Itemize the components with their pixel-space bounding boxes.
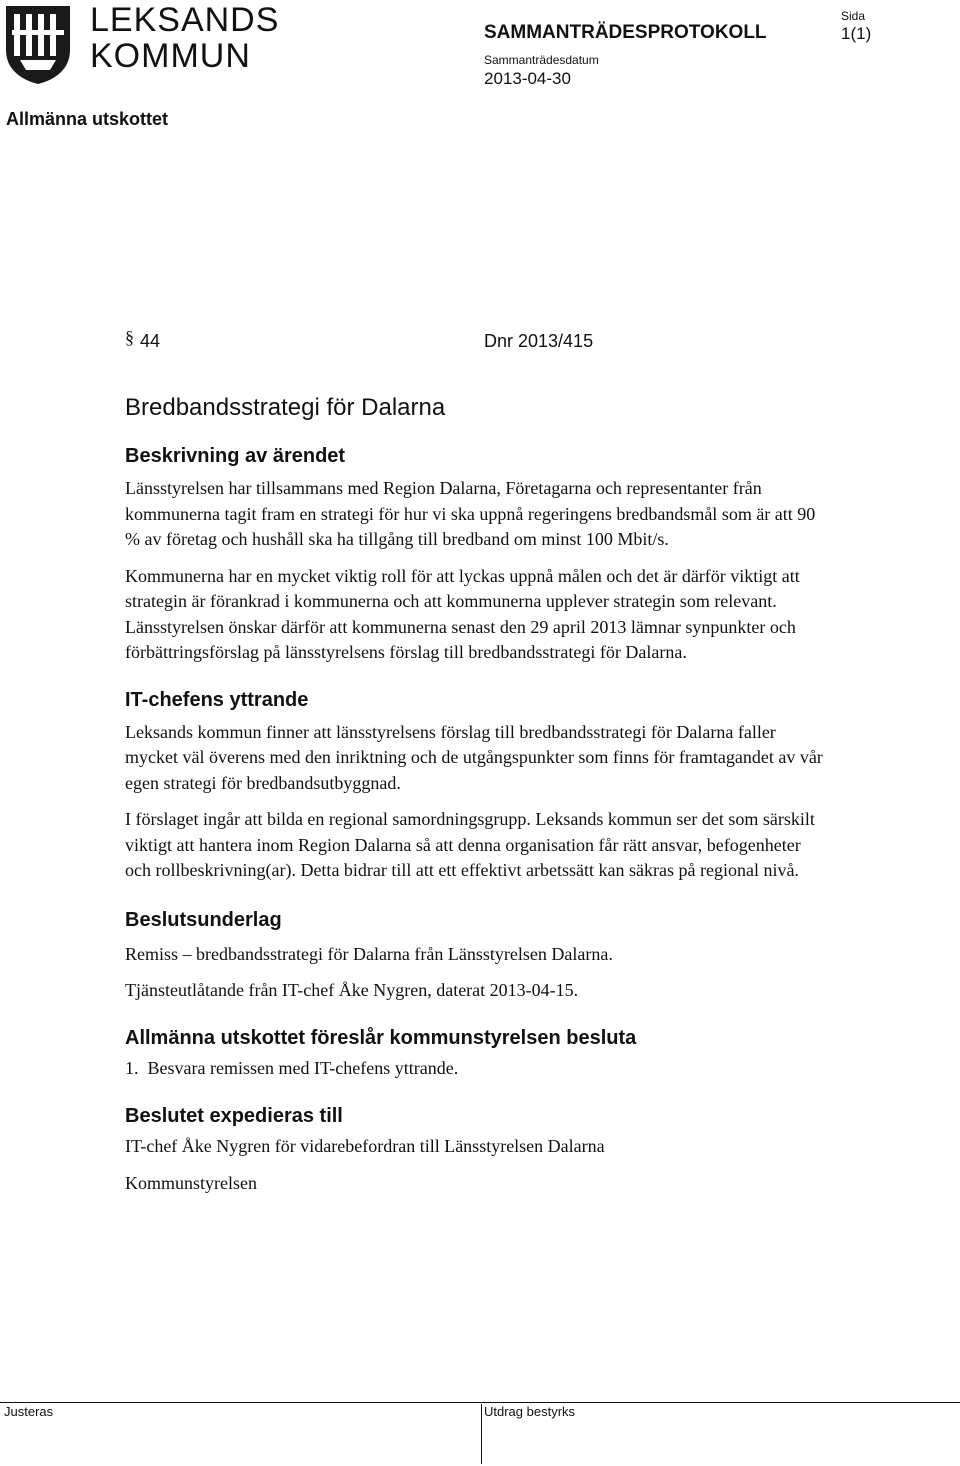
footer-justeras-label: Justeras [4,1404,54,1419]
document-body [125,393,825,1196]
committee-name: Allmänna utskottet [6,109,169,129]
heading-proposal: Allmänna utskottet föreslår kommunstyrelsen besluta [125,1026,637,1049]
logo-line-2: KOMMUN [90,37,251,75]
page-number: 1(1) [841,24,872,43]
case-number: 44 [140,331,161,351]
heading-decision-basis: Beslutsunderlag [125,908,282,931]
paragraph: Remiss – bredbandsstrategi för Dalarna från Länsstyrelsen Dalarna. [125,943,613,964]
paragraph: Leksands kommun finner att länsstyrelsens förslag till bredbandsstrategi för Dalarna faller mycket väl överens med den inriktning och de utgångspunkter som finns för framtagandet av vår egen strategi för bredbandsutbyggnad. [125,721,823,793]
proposal-item: 1. Besvara remissen med IT-chefens yttrande. [125,1057,459,1078]
paragraph: Kommunstyrelsen [125,1172,257,1193]
registration-number: Dnr 2013/415 [484,331,594,351]
paragraph: Tjänsteutlåtande från IT-chef Åke Nygren, daterat 2013-04-15. [125,980,579,1000]
paragraph: I förslaget ingår att bilda en regional samordningsgrupp. Leksands kommun ser det som särskilt viktigt att hantera inom Region Dalarna så att denna organisation får rätt ansvar, befogenheter och rollbeskrivning(ar). Detta bidrar till att ett effektivt arbetssätt kan säkras på regional nivå. [125,809,815,880]
paragraph: Kommunerna har en mycket viktig roll för att lyckas uppnå målen och det är därför viktigt att strategin är förankrad i kommunerna och att kommunerna upplever strategin som relevant. Länsstyrelsen önskar därför att kommunerna senast den 29 april 2013 lämnar synpunkter och förbättringsförslag på länsstyrelsens förslag till bredbandsstrategi för Dalarna. [125,565,800,662]
coat-of-arms-icon [4,4,72,86]
date-value: 2013-04-30 [484,69,571,88]
heading-dispatch: Beslutet expedieras till [125,1105,343,1127]
heading-description: Beskrivning av ärendet [125,445,346,467]
page-label: Sida [841,9,866,23]
date-label: Sammanträdesdatum [484,53,599,67]
logo-wordmark [90,1,280,75]
heading-it-statement: IT-chefens yttrande [125,688,309,711]
footer-utdrag-label: Utdrag bestyrks [484,1404,576,1419]
paragraph: IT-chef Åke Nygren för vidarebefordran till Länsstyrelsen Dalarna [125,1136,605,1156]
document-type: SAMMANTRÄDESPROTOKOLL [484,22,767,43]
footer-divider-line [0,1402,960,1403]
logo-line-1: LEKSANDS [90,1,280,39]
document-title: Bredbandsstrategi för Dalarna [125,394,446,421]
paragraph: Länsstyrelsen har tillsammans med Region Dalarna, Företagarna och representanter från kommunerna tagit fram en strategi för hur vi ska uppnå regeringens bredbandsmål som är att 90 % av företag och hushåll ska ha tillgång till bredband om minst 100 Mbit/s. [125,478,816,549]
footer-vertical-divider [481,1404,482,1464]
section-sign: § [125,327,134,347]
